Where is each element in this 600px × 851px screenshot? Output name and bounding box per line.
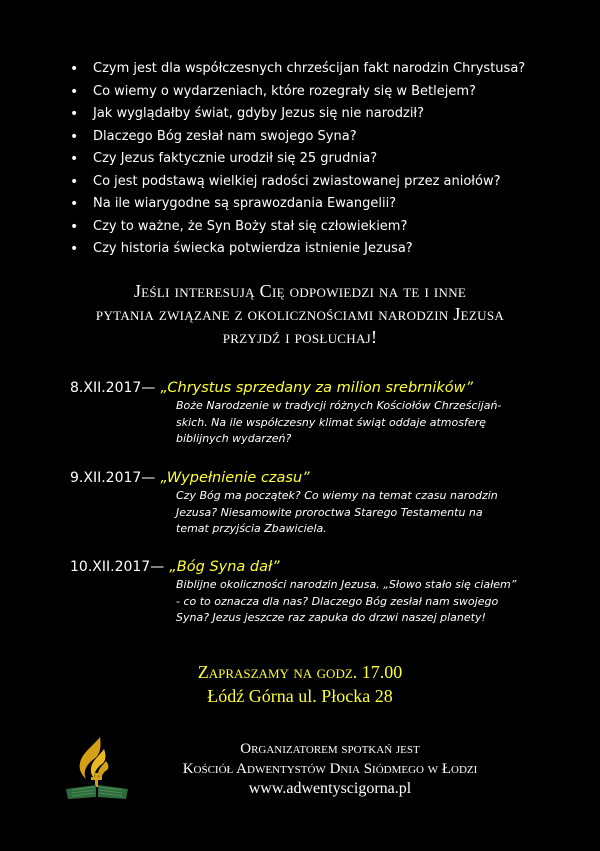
session-description: Biblijne okoliczności narodzin Jezusa. „Słowo stało się ciałem” - co to oznacza dla nas? Dlaczego Bóg zesłał nam swojego Syna? Jezus jeszcze raz zapuka do drzwi naszej planety!: [176, 578, 517, 624]
question-item: • Jak wyglądałby świat, gdyby Jezus się nie narodził?: [70, 103, 525, 126]
session-1: [70, 377, 502, 445]
session-date: 8.XII.2017—: [70, 380, 156, 396]
question-item: • Co jest podstawą wielkiej radości zwiastowanej przez aniołów?: [70, 171, 525, 194]
invitation-address: Łódź Górna ul. Płocka 28: [207, 686, 393, 706]
organizer-line-1: Organizatorem spotkań jest: [240, 741, 420, 757]
session-description: Czy Bóg ma początek? Co wiemy na temat czasu narodzin Jezusa? Niesamowite proroctwa Starego Testamentu na temat przyjścia Zbawiciela.: [176, 489, 498, 535]
question-item: • Czym jest dla współczesnych chrześcijan fakt narodzin Chrystusa?: [70, 58, 525, 81]
adventist-church-logo-icon: [62, 735, 132, 801]
question-item: • Co wiemy o wydarzeniach, które rozegrały się w Betlejem?: [70, 81, 525, 104]
question-item: • Czy Jezus faktycznie urodził się 25 grudnia?: [70, 148, 525, 171]
interest-line-1: Jeśli interesują Cię odpowiedzi na te i inne: [133, 281, 467, 301]
session-date: 9.XII.2017—: [70, 470, 156, 486]
session-3: [70, 556, 517, 624]
organizer-line-2: Kościół Adwentystów Dnia Siódmego w Łodzi: [182, 760, 478, 777]
session-description: Boże Narodzenie w tradycji różnych Kościołów Chrześcijań- skich. Na ile współczesny klimat świąt oddaje atmosferę biblijnych wydarzeń?: [176, 399, 502, 445]
interest-line-3: przyjdź i posłuchaj!: [222, 327, 378, 347]
question-item: • Na ile wiarygodne są sprawozdania Ewangelii?: [70, 193, 525, 216]
question-item: • Czy historia świecka potwierdza istnienie Jezusa?: [70, 238, 525, 261]
question-item: • Dlaczego Bóg zesłał nam swojego Syna?: [70, 126, 525, 149]
interest-heading: [0, 280, 600, 349]
session-title: „Wypełnienie czasu”: [160, 470, 310, 486]
session-title: „Bóg Syna dał”: [169, 559, 280, 575]
interest-line-2: pytania związane z okolicznościami narodzin Jezusa: [95, 304, 505, 324]
session-date: 10.XII.2017—: [70, 559, 165, 575]
session-2: [70, 467, 498, 535]
invitation: [0, 660, 600, 708]
questions-list: [70, 58, 525, 261]
session-title: „Chrystus sprzedany za milion srebrników”: [160, 380, 474, 396]
website-link[interactable]: www.adwentyscigorna.pl: [248, 780, 412, 797]
organizer-block: [150, 740, 510, 799]
question-item: • Czy to ważne, że Syn Boży stał się człowiekiem?: [70, 216, 525, 239]
invitation-time: Zapraszamy na godz. 17.00: [197, 662, 403, 682]
